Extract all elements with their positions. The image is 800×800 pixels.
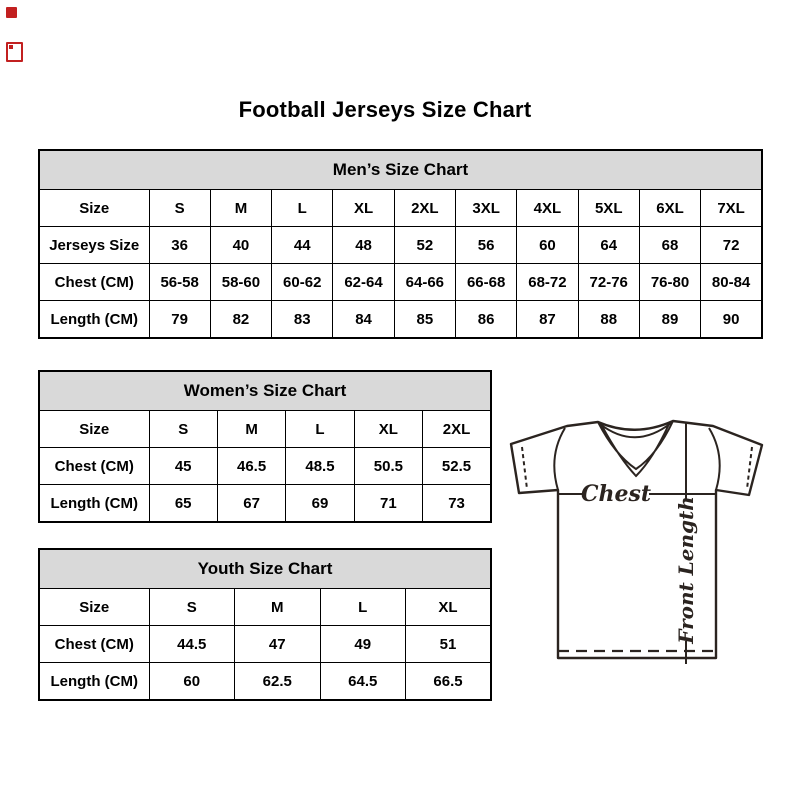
youth-value-cell: 60	[149, 663, 235, 701]
youth-size-chart-table	[38, 548, 492, 701]
mens-size-header-cell: 3XL	[455, 190, 516, 227]
womens-value-cell: 48.5	[286, 448, 354, 485]
youth-row-label: Length (CM)	[39, 663, 149, 701]
youth-value-cell: 47	[235, 626, 321, 663]
mens-row-label: Chest (CM)	[39, 264, 149, 301]
mens-header-row	[39, 190, 762, 227]
youth-value-cell: 62.5	[235, 663, 321, 701]
mens-value-cell: 40	[210, 227, 271, 264]
mens-value-cell: 48	[333, 227, 394, 264]
youth-table-title: Youth Size Chart	[39, 549, 491, 589]
page-title: Football Jerseys Size Chart	[238, 97, 532, 122]
mens-size-header-cell: S	[149, 190, 210, 227]
womens-value-cell: 45	[149, 448, 217, 485]
youth-header-row	[39, 589, 491, 626]
mens-value-cell: 44	[272, 227, 333, 264]
youth-size-header-cell: XL	[406, 589, 492, 626]
mens-value-cell: 56-58	[149, 264, 210, 301]
womens-size-chart-table	[38, 370, 492, 523]
womens-header-row	[39, 411, 491, 448]
youth-data-row	[39, 626, 491, 663]
mens-size-header-cell: 5XL	[578, 190, 639, 227]
mens-value-cell: 76-80	[639, 264, 700, 301]
mens-size-header-cell: M	[210, 190, 271, 227]
womens-size-header-cell: M	[217, 411, 285, 448]
mens-value-cell: 89	[639, 301, 700, 339]
youth-row-label: Chest (CM)	[39, 626, 149, 663]
youth-value-cell: 66.5	[406, 663, 492, 701]
youth-size-header-cell: M	[235, 589, 321, 626]
womens-row-label: Length (CM)	[39, 485, 149, 523]
mens-value-cell: 79	[149, 301, 210, 339]
mens-data-row	[39, 301, 762, 339]
mens-size-header-cell: 7XL	[701, 190, 762, 227]
mens-value-cell: 64-66	[394, 264, 455, 301]
womens-size-header-cell: S	[149, 411, 217, 448]
youth-value-cell: 44.5	[149, 626, 235, 663]
womens-value-cell: 65	[149, 485, 217, 523]
mens-value-cell: 36	[149, 227, 210, 264]
mens-value-cell: 66-68	[455, 264, 516, 301]
youth-data-row	[39, 663, 491, 701]
mens-value-cell: 80-84	[701, 264, 762, 301]
mens-row-label: Length (CM)	[39, 301, 149, 339]
womens-size-header-cell: L	[286, 411, 354, 448]
mens-row-label: Size	[39, 190, 149, 227]
womens-value-cell: 73	[423, 485, 491, 523]
womens-value-cell: 50.5	[354, 448, 422, 485]
youth-size-header-cell: L	[320, 589, 406, 626]
womens-value-cell: 46.5	[217, 448, 285, 485]
broken-image-icon	[6, 7, 17, 18]
mens-value-cell: 86	[455, 301, 516, 339]
mens-size-chart-table	[38, 149, 763, 339]
mens-value-cell: 52	[394, 227, 455, 264]
youth-value-cell: 51	[406, 626, 492, 663]
mens-value-cell: 83	[272, 301, 333, 339]
mens-value-cell: 88	[578, 301, 639, 339]
mens-value-cell: 56	[455, 227, 516, 264]
mens-value-cell: 87	[517, 301, 578, 339]
mens-size-header-cell: L	[272, 190, 333, 227]
youth-value-cell: 64.5	[320, 663, 406, 701]
mens-size-header-cell: 4XL	[517, 190, 578, 227]
womens-value-cell: 67	[217, 485, 285, 523]
mens-size-header-cell: XL	[333, 190, 394, 227]
mens-value-cell: 68-72	[517, 264, 578, 301]
womens-value-cell: 69	[286, 485, 354, 523]
youth-value-cell: 49	[320, 626, 406, 663]
mens-value-cell: 60-62	[272, 264, 333, 301]
mens-value-cell: 60	[517, 227, 578, 264]
womens-row-label: Chest (CM)	[39, 448, 149, 485]
mens-table-title: Men’s Size Chart	[39, 150, 762, 190]
mens-value-cell: 85	[394, 301, 455, 339]
womens-row-label: Size	[39, 411, 149, 448]
mens-value-cell: 82	[210, 301, 271, 339]
youth-row-label: Size	[39, 589, 149, 626]
front-length-label: Front Length	[674, 496, 698, 644]
mens-size-header-cell: 2XL	[394, 190, 455, 227]
womens-table-title: Women’s Size Chart	[39, 371, 491, 411]
mens-value-cell: 62-64	[333, 264, 394, 301]
mens-value-cell: 84	[333, 301, 394, 339]
mens-size-header-cell: 6XL	[639, 190, 700, 227]
womens-size-header-cell: XL	[354, 411, 422, 448]
womens-value-cell: 71	[354, 485, 422, 523]
mens-value-cell: 90	[701, 301, 762, 339]
mens-value-cell: 72	[701, 227, 762, 264]
mens-value-cell: 64	[578, 227, 639, 264]
womens-data-row	[39, 448, 491, 485]
youth-size-header-cell: S	[149, 589, 235, 626]
mens-value-cell: 58-60	[210, 264, 271, 301]
mens-data-row	[39, 264, 762, 301]
jersey-measurement-diagram	[503, 398, 775, 670]
womens-data-row	[39, 485, 491, 523]
jersey-outline	[511, 421, 762, 658]
mens-data-row	[39, 227, 762, 264]
mens-value-cell: 72-76	[578, 264, 639, 301]
broken-image-icon	[6, 42, 23, 62]
chest-label: Chest	[580, 481, 652, 507]
womens-size-header-cell: 2XL	[423, 411, 491, 448]
mens-value-cell: 68	[639, 227, 700, 264]
womens-value-cell: 52.5	[423, 448, 491, 485]
mens-row-label: Jerseys Size	[39, 227, 149, 264]
